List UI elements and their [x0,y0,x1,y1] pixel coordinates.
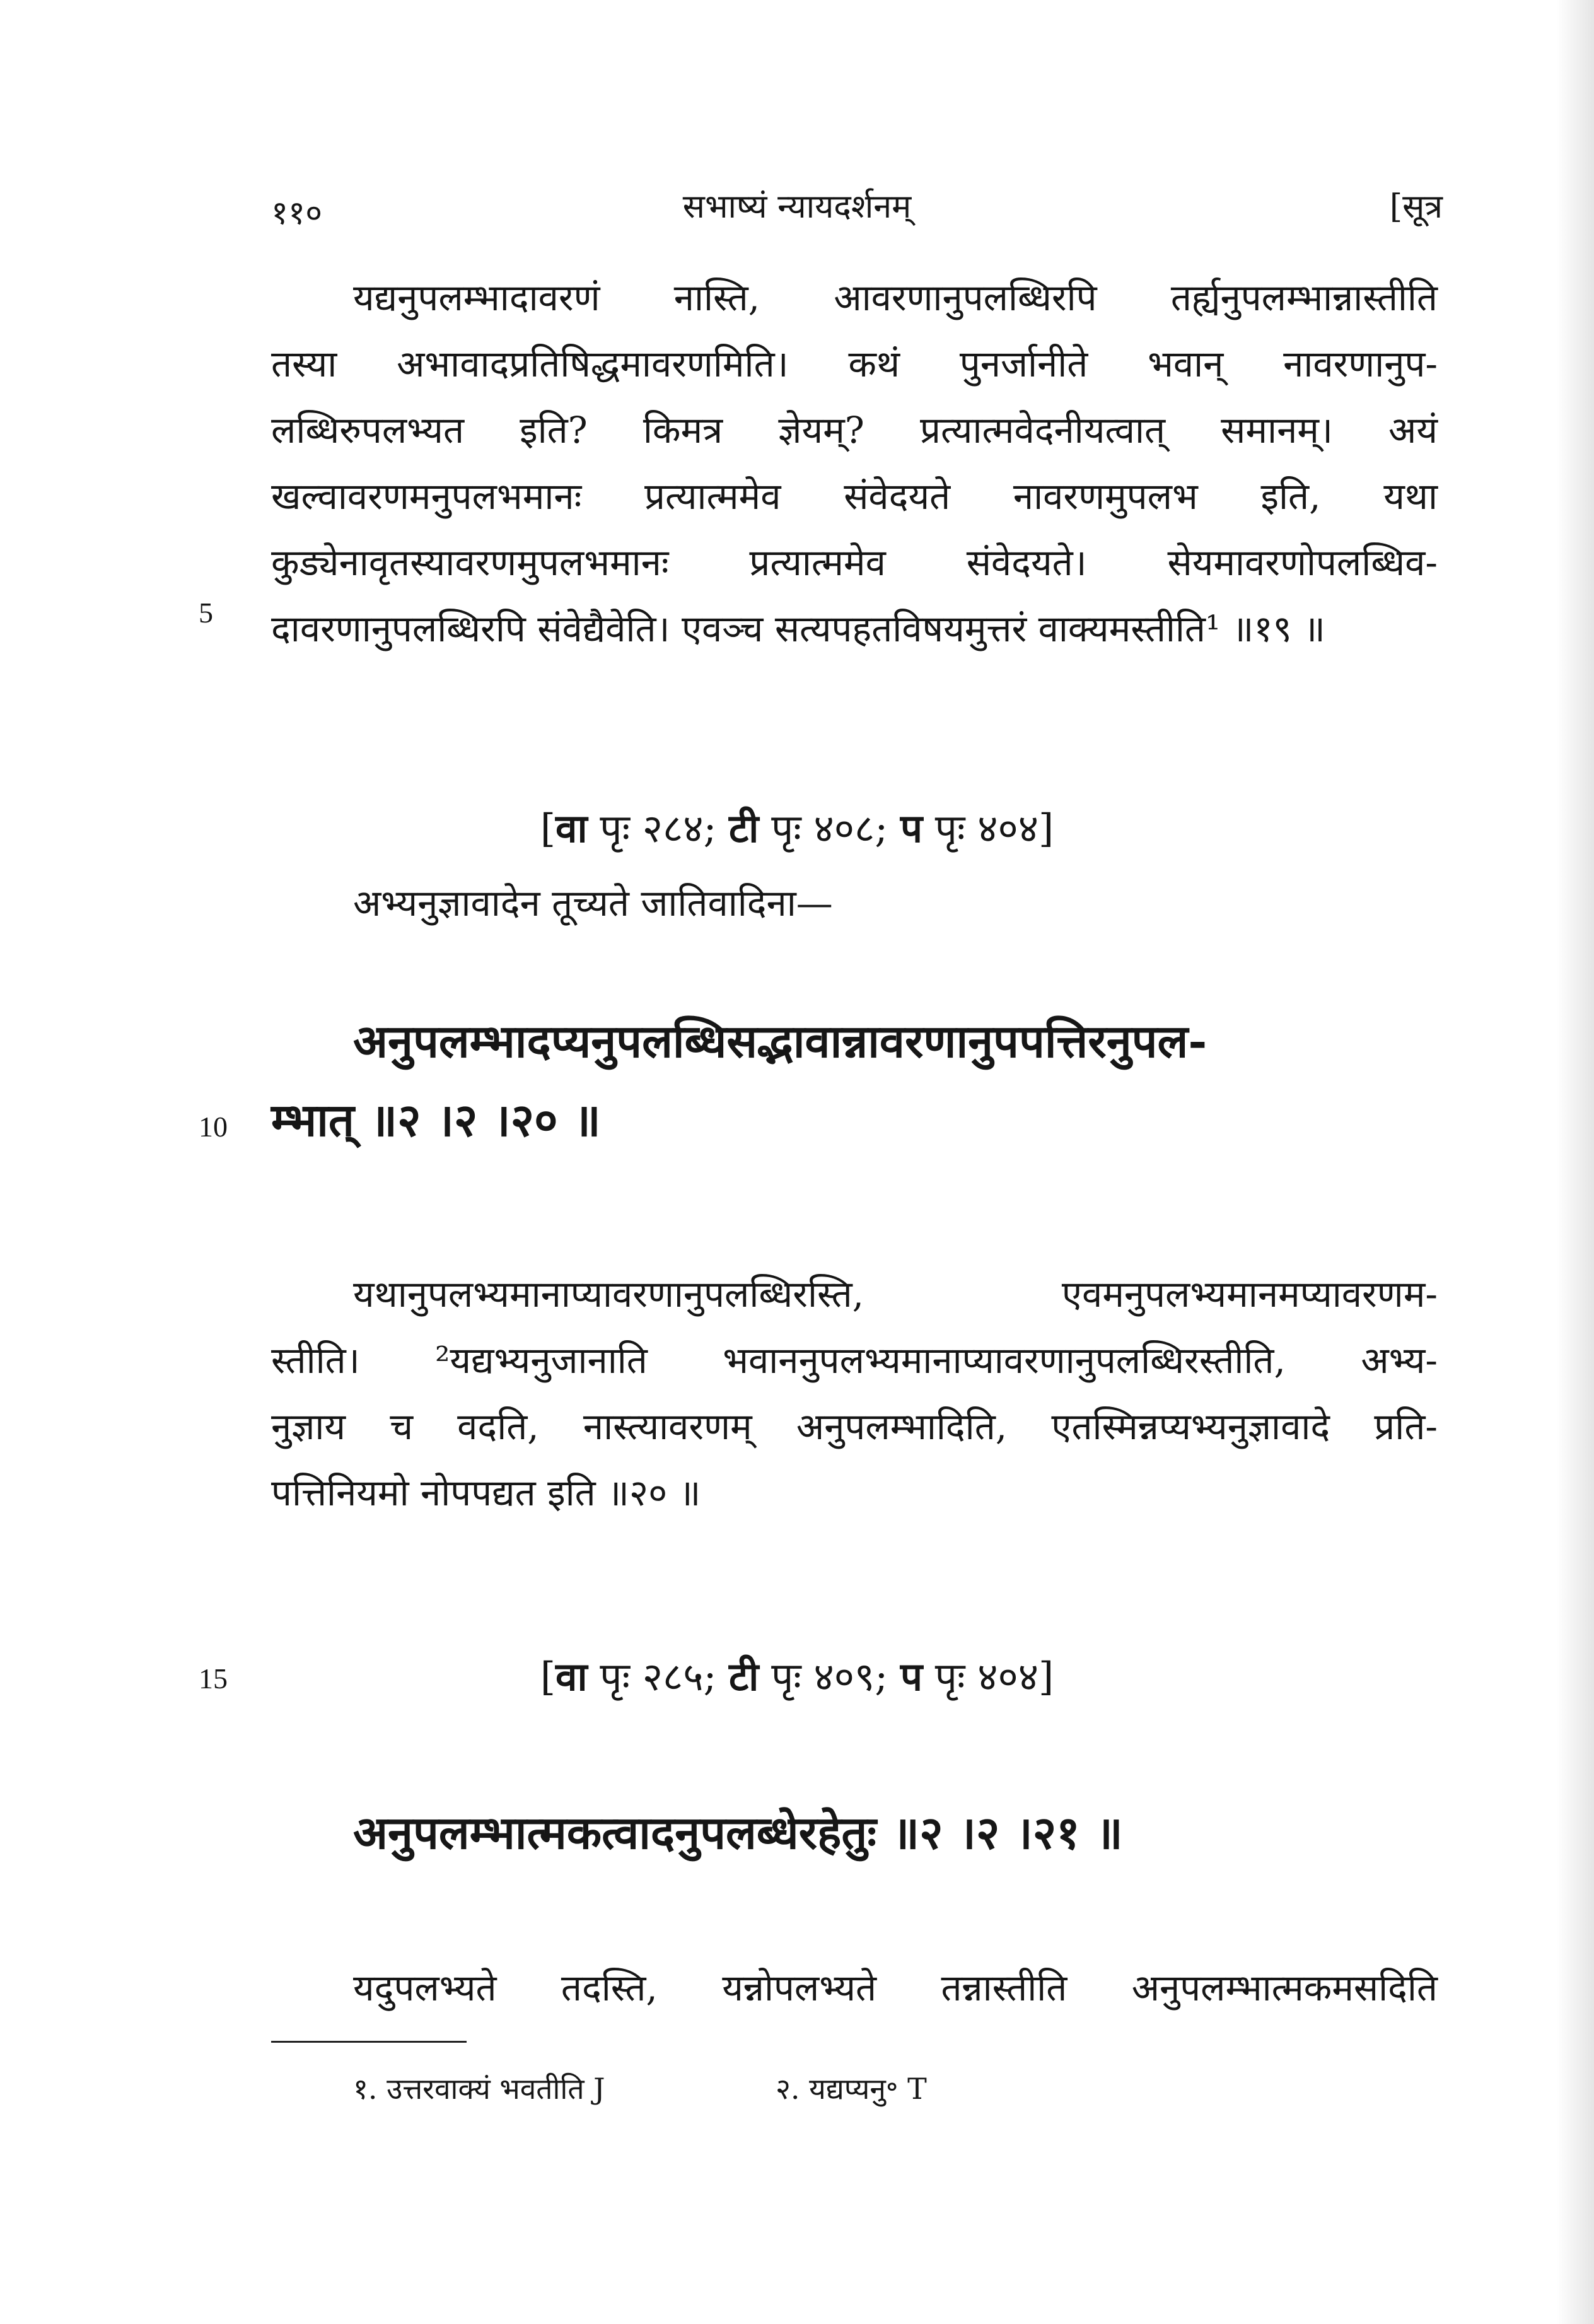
commentary-line: स्तीति। ²यद्यभ्यनुजानाति भवाननुपलभ्यमानाप्यावरणानुपलब्धिरस्तीति, अभ्य- [271,1339,1438,1382]
running-title: सभाष्यं न्यायदर्शनम् [682,188,912,226]
commentary-line: नुज्ञाय च वदति, नास्त्यावरणम् अनुपलम्भादिति, एतस्मिन्नप्यभ्यनुज्ञावादे प्रति- [271,1405,1438,1448]
ref-ti-page: पृः ४०८; [759,805,900,851]
commentary-line: पत्तिनियमो नोपपद्यत इति ॥२० ॥ [271,1471,701,1514]
ref-pa: प [900,1654,923,1700]
ref-pa-page: पृः ४०४ [922,805,1038,851]
line-number: 15 [199,1662,228,1695]
page-number: ११० [271,194,323,232]
ref-pa-page: पृः ४०४ [922,1654,1038,1700]
commentary-line: लब्धिरुपलभ्यत इति? किमत्र ज्ञेयम्? प्रत्यात्मवेदनीयत्वात् समानम्। अयं [271,409,1438,452]
ref-va-page: पृः २८४; [587,805,730,851]
commentary-line: दावरणानुपलब्धिरपि संवेद्यैवेति। एवञ्च सत्यपहतविषयमुत्तरं वाक्यमस्तीति¹ ॥१९ ॥ [271,607,1325,650]
line-number: 5 [199,597,213,629]
ref-ti-page: पृः ४०९; [759,1654,900,1700]
scan-edge [1556,0,1594,2324]
footnote-rule [271,2041,467,2043]
commentary-line: यथानुपलभ्यमानाप्यावरणानुपलब्धिरस्ति, एवमनुपलभ्यमानमप्यावरणम- [353,1273,1438,1316]
footnote: २. यद्यप्यनु॰ T [776,2072,927,2106]
ref-ti: टी [729,1654,759,1700]
reference-line: [वा पृः २८५; टी पृः ४०९; प पृः ४०४] [540,1654,1054,1700]
ref-va: वा [556,1654,588,1700]
commentary-line: यद्यनुपलम्भादावरणं नास्ति, आवरणानुपलब्धिरपि तर्ह्यनुपलम्भान्नास्तीति [353,276,1438,319]
intro-line: अभ्यनुज्ञावादेन तूच्यते जातिवादिना— [353,882,833,925]
footnote: १. उत्तरवाक्यं भवतीति J [353,2072,605,2106]
ref-ti: टी [729,805,759,851]
line-number: 10 [199,1111,228,1143]
commentary-line: यदुपलभ्यते तदस्ति, यन्नोपलभ्यते तन्नास्तीति अनुपलम्भात्मकमसदिति [353,1966,1438,2009]
section-label: [सूत्र [1389,188,1443,226]
commentary-line: कुड्येनावृतस्यावरणमुपलभमानः प्रत्यात्ममेव संवेदयते। सेयमावरणोपलब्धिव- [271,541,1438,584]
ref-pa: प [900,805,923,851]
reference-line: [वा पृः २८४; टी पृः ४०८; प पृः ४०४] [540,805,1054,851]
commentary-line: तस्या अभावादप्रतिषिद्धमावरणमिति। कथं पुनर्जानीते भवान् नावरणानुप- [271,342,1438,385]
sutra-line: अनुपलम्भादप्यनुपलब्धिसद्भावान्नावरणानुपपत्तिरनुपल- [353,1014,1207,1068]
commentary-line: खल्वावरणमनुपलभमानः प्रत्यात्ममेव संवेदयते नावरणमुपलभ इति, यथा [271,475,1438,518]
ref-va: वा [556,805,588,851]
sutra-line: अनुपलम्भात्मकत्वादनुपलब्धेरहेतुः ॥२ ।२ ।२१ ॥ [353,1806,1123,1859]
sutra-line: म्भात् ॥२ ।२ ।२० ॥ [271,1093,601,1147]
ref-va-page: पृः २८५; [587,1654,730,1700]
